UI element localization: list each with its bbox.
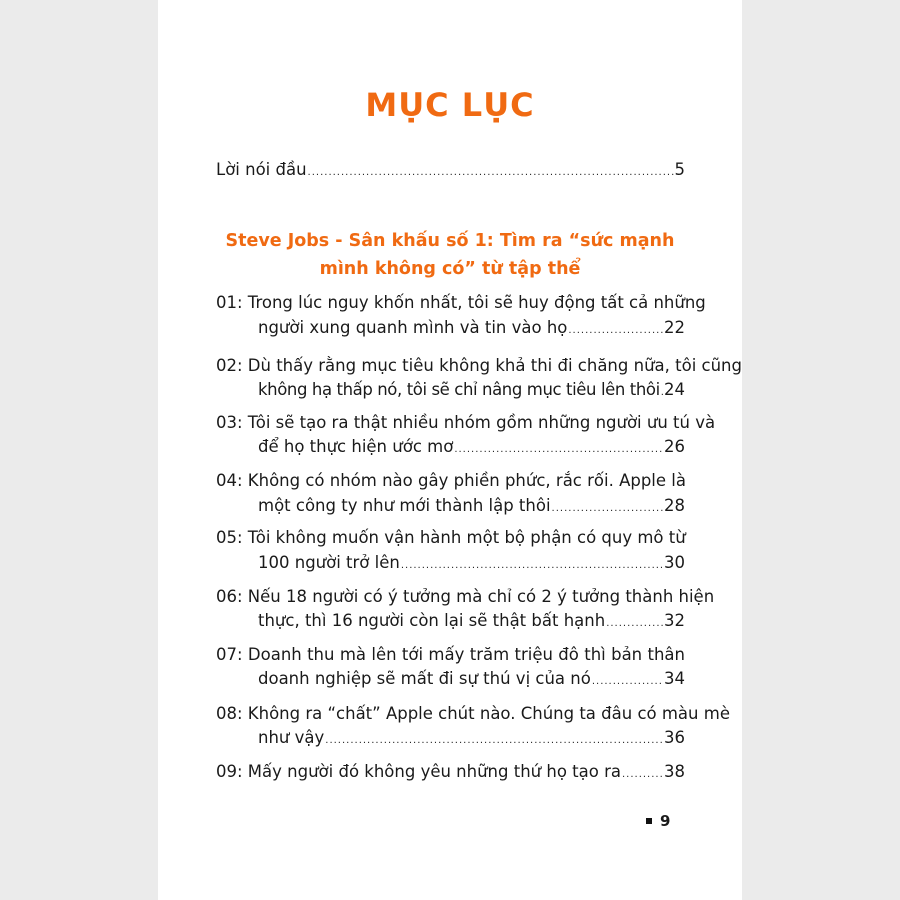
toc-entry-text: 100 người trở lên	[258, 553, 400, 572]
dot-leader	[606, 614, 663, 634]
toc-page-number: 36	[664, 728, 685, 747]
section-heading-line1: Steve Jobs - Sân khấu số 1: Tìm ra “sức mạnh	[225, 231, 675, 251]
toc-entry-02-line2	[258, 380, 685, 403]
toc-entry-03-line1: 03: Tôi sẽ tạo ra thật nhiều nhóm gồm những người ưu tú và	[216, 413, 716, 432]
dot-leader	[325, 731, 663, 751]
toc-entry-06-line2	[258, 611, 685, 634]
toc-page-number: 38	[664, 762, 685, 781]
toc-entry-text: doanh nghiệp sẽ mất đi sự thú vị của nó	[258, 669, 591, 688]
toc-entry-text: như vậy	[258, 728, 325, 747]
toc-entry-08-line1: 08: Không ra “chất” Apple chút nào. Chúng ta đâu có màu mè	[216, 704, 730, 723]
dot-leader	[552, 499, 663, 519]
dot-leader	[592, 672, 663, 692]
toc-page-number: 26	[664, 437, 685, 456]
section-heading-line2: mình không có” từ tập thể	[319, 259, 581, 279]
dot-leader	[308, 163, 674, 183]
toc-entry-text: người xung quanh mình và tin vào họ	[258, 318, 568, 337]
toc-page-number: 24	[664, 380, 685, 399]
toc-page-number: 34	[664, 669, 685, 688]
toc-entry-text: 09: Mấy người đó không yêu những thứ họ tạo ra	[216, 762, 621, 781]
dot-leader	[401, 556, 663, 576]
toc-entry-08-line2	[258, 728, 685, 751]
dot-leader	[568, 321, 663, 341]
dot-leader	[661, 383, 663, 403]
toc-entry-05-line1: 05: Tôi không muốn vận hành một bộ phận có quy mô từ	[216, 528, 686, 547]
toc-page-number: 32	[664, 611, 685, 630]
toc-entry-preface	[216, 160, 685, 183]
toc-entry-text: để họ thực hiện ước mơ	[258, 437, 454, 456]
toc-entry-text: không hạ thấp nó, tôi sẽ chỉ nâng mục tiêu lên thôi	[258, 380, 660, 399]
page-number: 9	[660, 812, 671, 830]
toc-entry-09	[216, 762, 685, 785]
toc-page-number: 5	[674, 160, 685, 179]
toc-entry-04-line2	[258, 496, 685, 519]
toc-entry-text: thực, thì 16 người còn lại sẽ thật bất hạnh	[258, 611, 606, 630]
toc-entry-07-line2	[258, 669, 685, 692]
toc-entry-04-line1: 04: Không có nhóm nào gây phiền phức, rắc rối. Apple là	[216, 471, 686, 490]
toc-entry-03-line2	[258, 437, 685, 460]
toc-entry-text: Lời nói đầu	[216, 160, 307, 179]
toc-entry-01-line2	[258, 318, 685, 341]
dot-leader	[454, 440, 663, 460]
toc-entry-05-line2	[258, 553, 685, 576]
page-footer	[646, 812, 670, 830]
toc-entry-02-line1: 02: Dù thấy rằng mục tiêu không khả thi đi chăng nữa, tôi cũng	[216, 356, 742, 375]
toc-entry-07-line1: 07: Doanh thu mà lên tới mấy trăm triệu đô thì bản thân	[216, 645, 685, 664]
toc-page-number: 22	[664, 318, 685, 337]
bullet-square-icon	[646, 818, 652, 824]
book-page	[158, 0, 742, 900]
dot-leader	[622, 765, 663, 785]
toc-entry-01-line1: 01: Trong lúc nguy khốn nhất, tôi sẽ huy động tất cả những	[216, 293, 706, 312]
toc-entry-06-line1: 06: Nếu 18 người có ý tưởng mà chỉ có 2 ý tưởng thành hiện	[216, 587, 715, 606]
page-title: MỤC LỤC	[365, 86, 535, 124]
toc-entry-text: một công ty như mới thành lập thôi	[258, 496, 551, 515]
toc-page-number: 30	[664, 553, 685, 572]
toc-page-number: 28	[664, 496, 685, 515]
